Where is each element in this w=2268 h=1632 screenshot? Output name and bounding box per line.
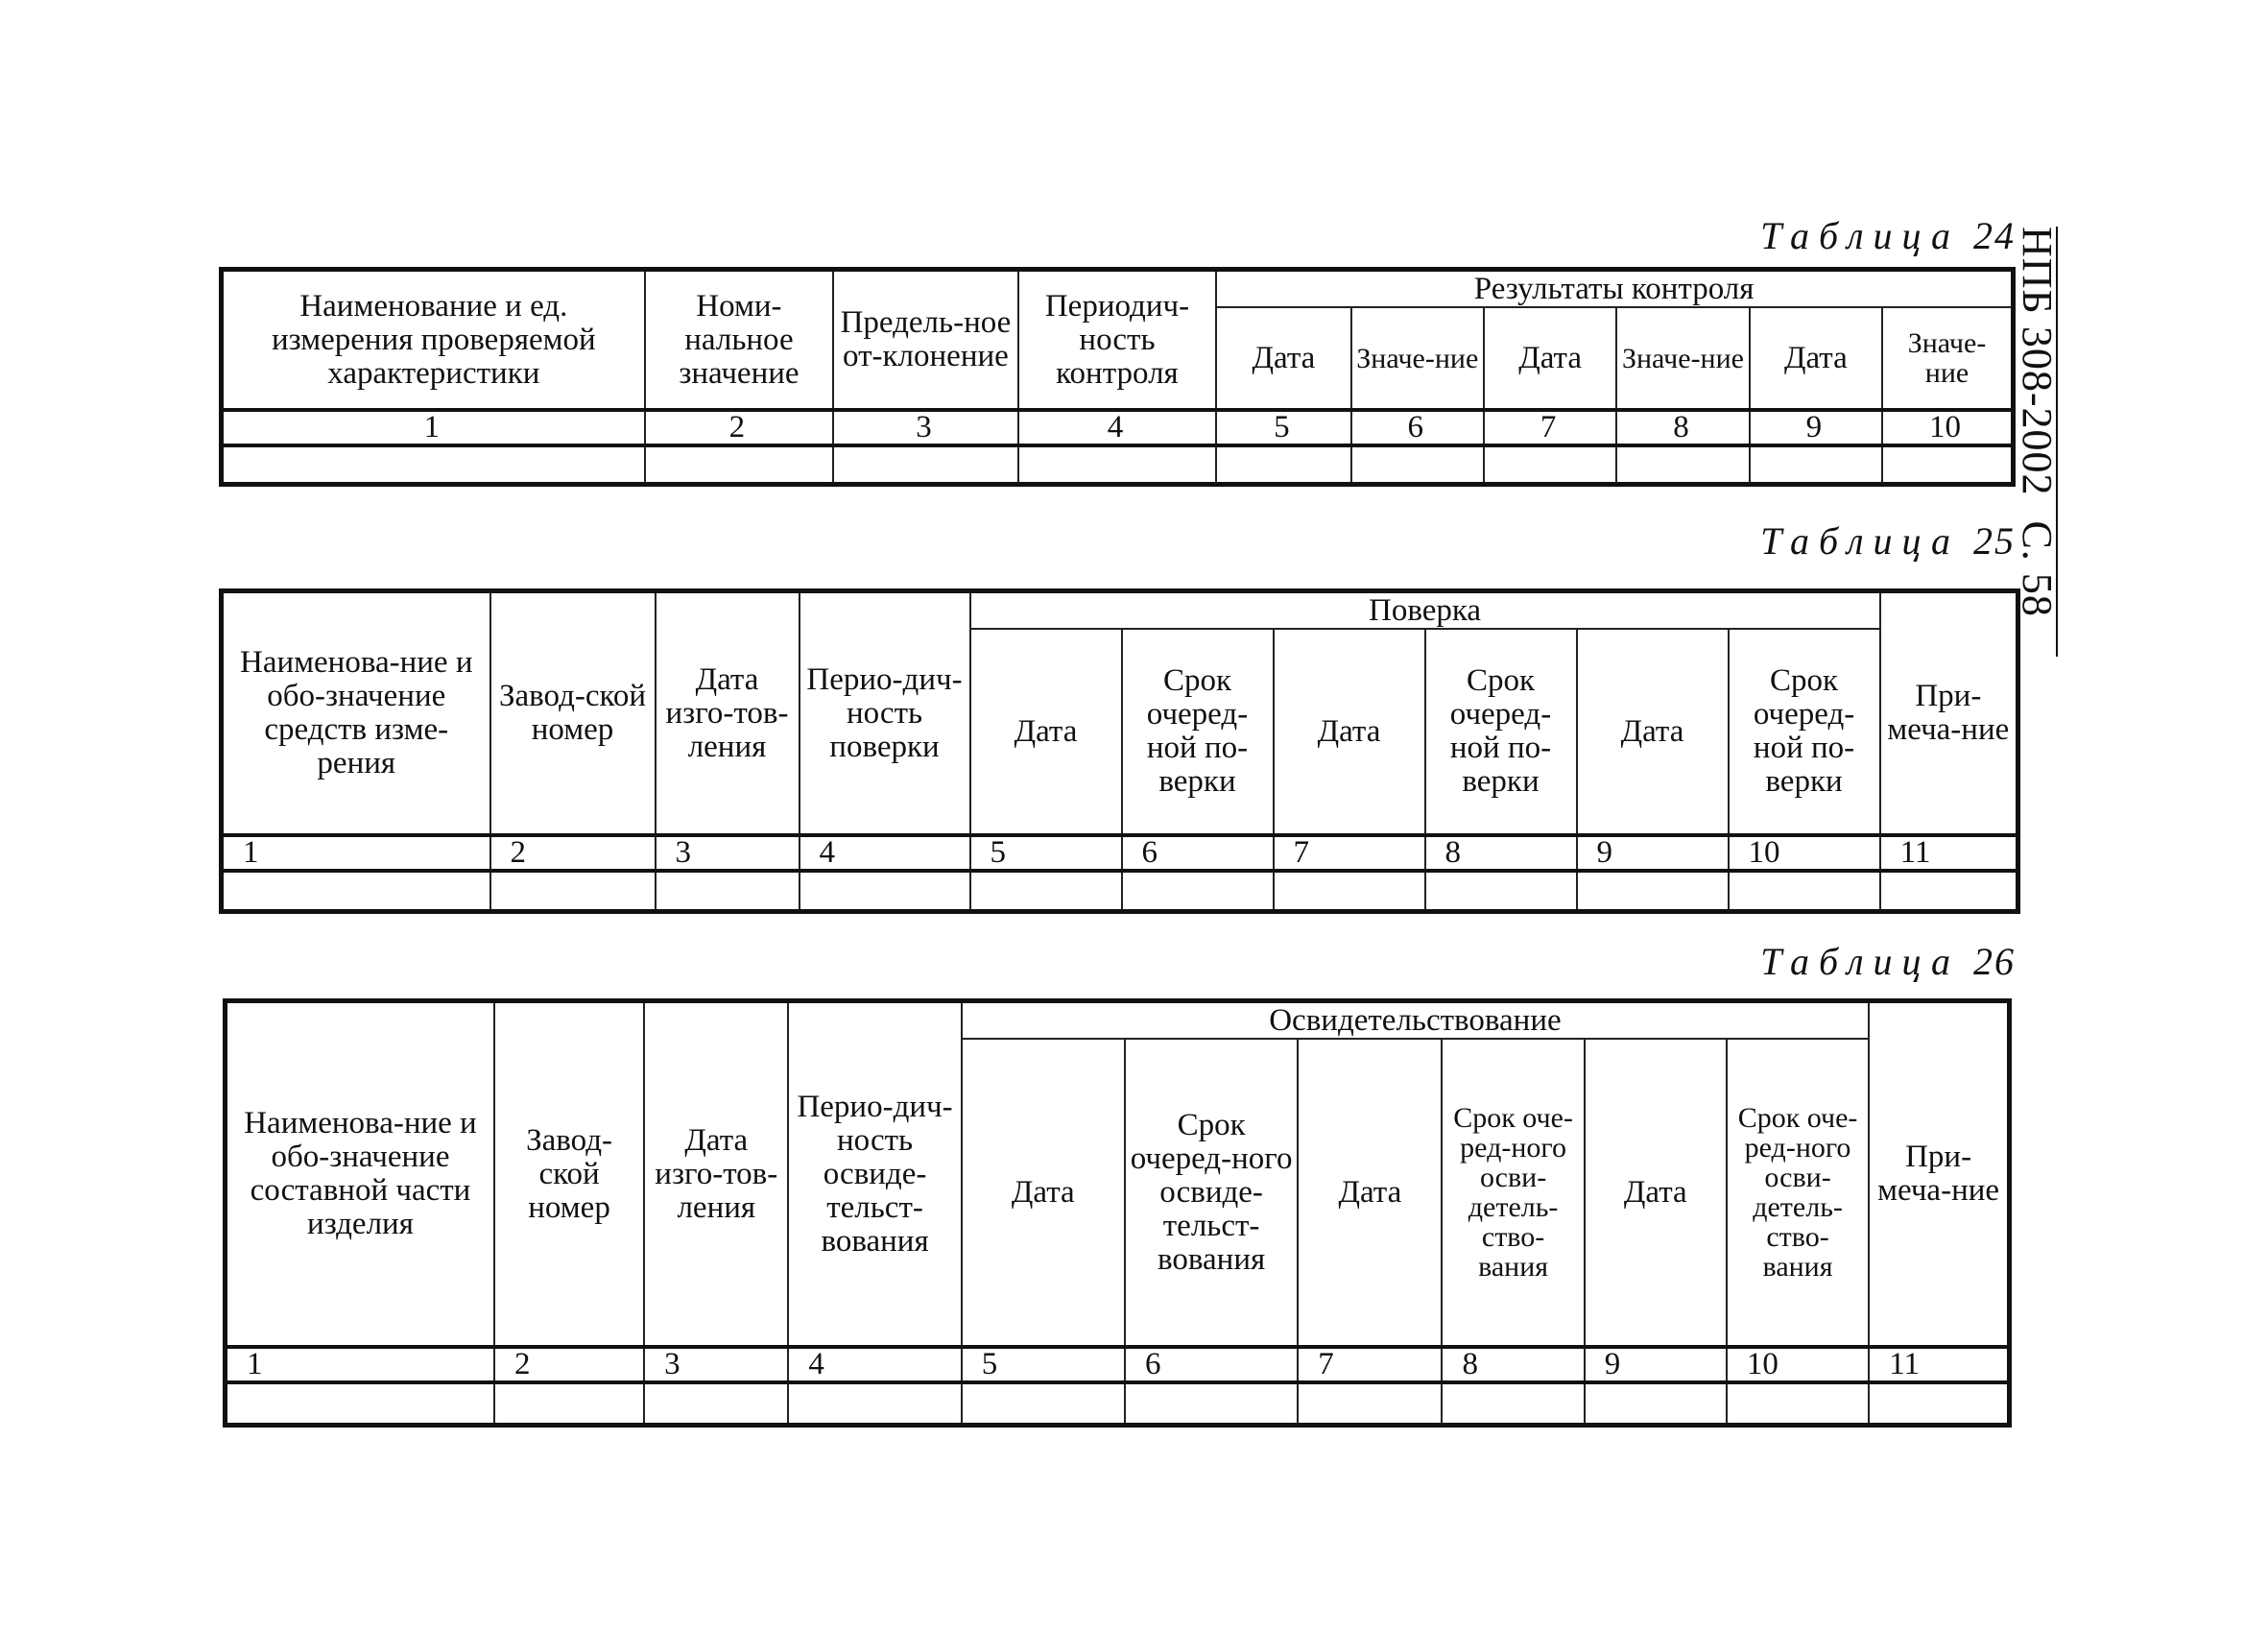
column-number: 6 [1125,1347,1298,1382]
table25-caption [1760,518,2016,564]
table26-caption-number: 26 [1973,940,2016,983]
table26-caption-word: Таблица [1760,940,1960,983]
subheader-date: Дата [970,629,1122,835]
table24-caption [1760,213,2016,258]
subheader-date: Дата [1484,307,1616,410]
column-number: 3 [656,835,800,871]
column-number: 8 [1425,835,1577,871]
subheader-value: Значе-ние [1616,307,1749,410]
table24-caption-number: 24 [1973,214,2016,257]
header-name: Наименова-ние и обо-значение составной части изделия [226,1001,494,1348]
table26-caption [1760,939,2016,984]
column-number: 9 [1750,410,1882,445]
table-26 [223,998,2012,1428]
empty-cell [1484,445,1616,484]
column-number: 10 [1729,835,1880,871]
column-number: 6 [1351,410,1484,445]
column-number: 7 [1298,1347,1442,1382]
header-deviation: Предель-ное от-клонение [833,270,1018,411]
column-number: 11 [1880,835,2018,871]
subheader-next-date: Срок очеред-ной по-верки [1729,629,1880,835]
empty-cell [1750,445,1882,484]
column-number: 3 [644,1347,788,1382]
empty-cell [1882,445,2013,484]
empty-cell [962,1382,1125,1425]
empty-cell [1727,1382,1869,1425]
column-number: 6 [1122,835,1274,871]
table24-caption-word: Таблица [1760,214,1960,257]
side-label [2014,227,2060,617]
column-number: 9 [1585,1347,1727,1382]
subheader-value: Значе-ние [1882,307,2013,410]
header-name: Наименование и ед. измерения проверяемой характеристики [222,270,645,411]
header-group-certification: Освидетельствование [962,1001,1870,1040]
column-number: 5 [962,1347,1125,1382]
subheader-next-date: Срок очеред-ного освиде-тельст-вования [1125,1039,1298,1347]
subheader-next-date: Срок очеред-ной по-верки [1122,629,1274,835]
empty-cell [490,871,656,911]
empty-cell [800,871,970,911]
table-24 [219,267,2016,487]
column-number: 5 [1216,410,1350,445]
empty-cell [222,871,490,911]
column-number: 8 [1442,1347,1584,1382]
column-number: 11 [1869,1347,2009,1382]
header-period: Перио-дич-ность освиде-тельст-вования [788,1001,961,1348]
header-nominal: Номи-нальное значение [645,270,834,411]
empty-cell [1298,1382,1442,1425]
subheader-next-date: Срок оче-ред-ного осви-детель-ство-вания [1442,1039,1584,1347]
empty-cell [1351,445,1484,484]
column-number: 10 [1882,410,2013,445]
page-number: С. 58 [2014,520,2061,617]
column-number: 7 [1274,835,1425,871]
column-number: 9 [1577,835,1729,871]
subheader-date: Дата [962,1039,1125,1347]
table25-caption-word: Таблица [1760,519,1960,563]
column-number: 2 [490,835,656,871]
column-number: 5 [970,835,1122,871]
header-group-verification: Поверка [970,591,1880,630]
column-number: 3 [833,410,1018,445]
empty-cell [1216,445,1350,484]
header-note: При-меча-ние [1869,1001,2009,1348]
empty-cell [1729,871,1880,911]
column-number: 4 [788,1347,961,1382]
column-number: 2 [494,1347,644,1382]
column-number: 7 [1484,410,1616,445]
column-number: 1 [222,835,490,871]
empty-cell [222,445,645,484]
empty-cell [1616,445,1749,484]
empty-cell [645,445,834,484]
empty-cell [1577,871,1729,911]
column-number: 1 [222,410,645,445]
header-manufacture-date: Дата изго-тов-ления [656,591,800,836]
column-number: 1 [226,1347,494,1382]
subheader-date: Дата [1585,1039,1727,1347]
empty-cell [494,1382,644,1425]
header-note: При-меча-ние [1880,591,2018,836]
empty-cell [644,1382,788,1425]
subheader-date: Дата [1216,307,1350,410]
subheader-next-date: Срок оче-ред-ного осви-детель-ство-вания [1727,1039,1869,1347]
header-serial: Завод-ской номер [494,1001,644,1348]
empty-cell [1425,871,1577,911]
subheader-date: Дата [1274,629,1425,835]
empty-cell [1125,1382,1298,1425]
empty-cell [788,1382,961,1425]
header-name: Наименова-ние и обо-значение средств изме-рения [222,591,490,836]
empty-cell [970,871,1122,911]
document-code: НПБ 308-2002 [2014,227,2061,496]
empty-cell [1880,871,2018,911]
column-number: 2 [645,410,834,445]
column-number: 10 [1727,1347,1869,1382]
subheader-date: Дата [1577,629,1729,835]
empty-cell [833,445,1018,484]
column-number: 4 [800,835,970,871]
column-number: 4 [1018,410,1217,445]
empty-cell [1585,1382,1727,1425]
subheader-next-date: Срок очеред-ной по-верки [1425,629,1577,835]
header-manufacture-date: Дата изго-тов-ления [644,1001,788,1348]
empty-cell [1442,1382,1584,1425]
empty-cell [1274,871,1425,911]
column-number: 8 [1616,410,1749,445]
header-period: Периодич-ность контроля [1018,270,1217,411]
table25-caption-number: 25 [1973,519,2016,563]
subheader-date: Дата [1298,1039,1442,1347]
table-25 [219,588,2020,914]
header-serial: Завод-ской номер [490,591,656,836]
header-group-results: Результаты контроля [1216,270,2013,308]
subheader-value: Значе-ние [1351,307,1484,410]
header-period: Перио-дич-ность поверки [800,591,970,836]
subheader-date: Дата [1750,307,1882,410]
empty-cell [1869,1382,2009,1425]
empty-cell [656,871,800,911]
empty-cell [1122,871,1274,911]
empty-cell [226,1382,494,1425]
empty-cell [1018,445,1217,484]
